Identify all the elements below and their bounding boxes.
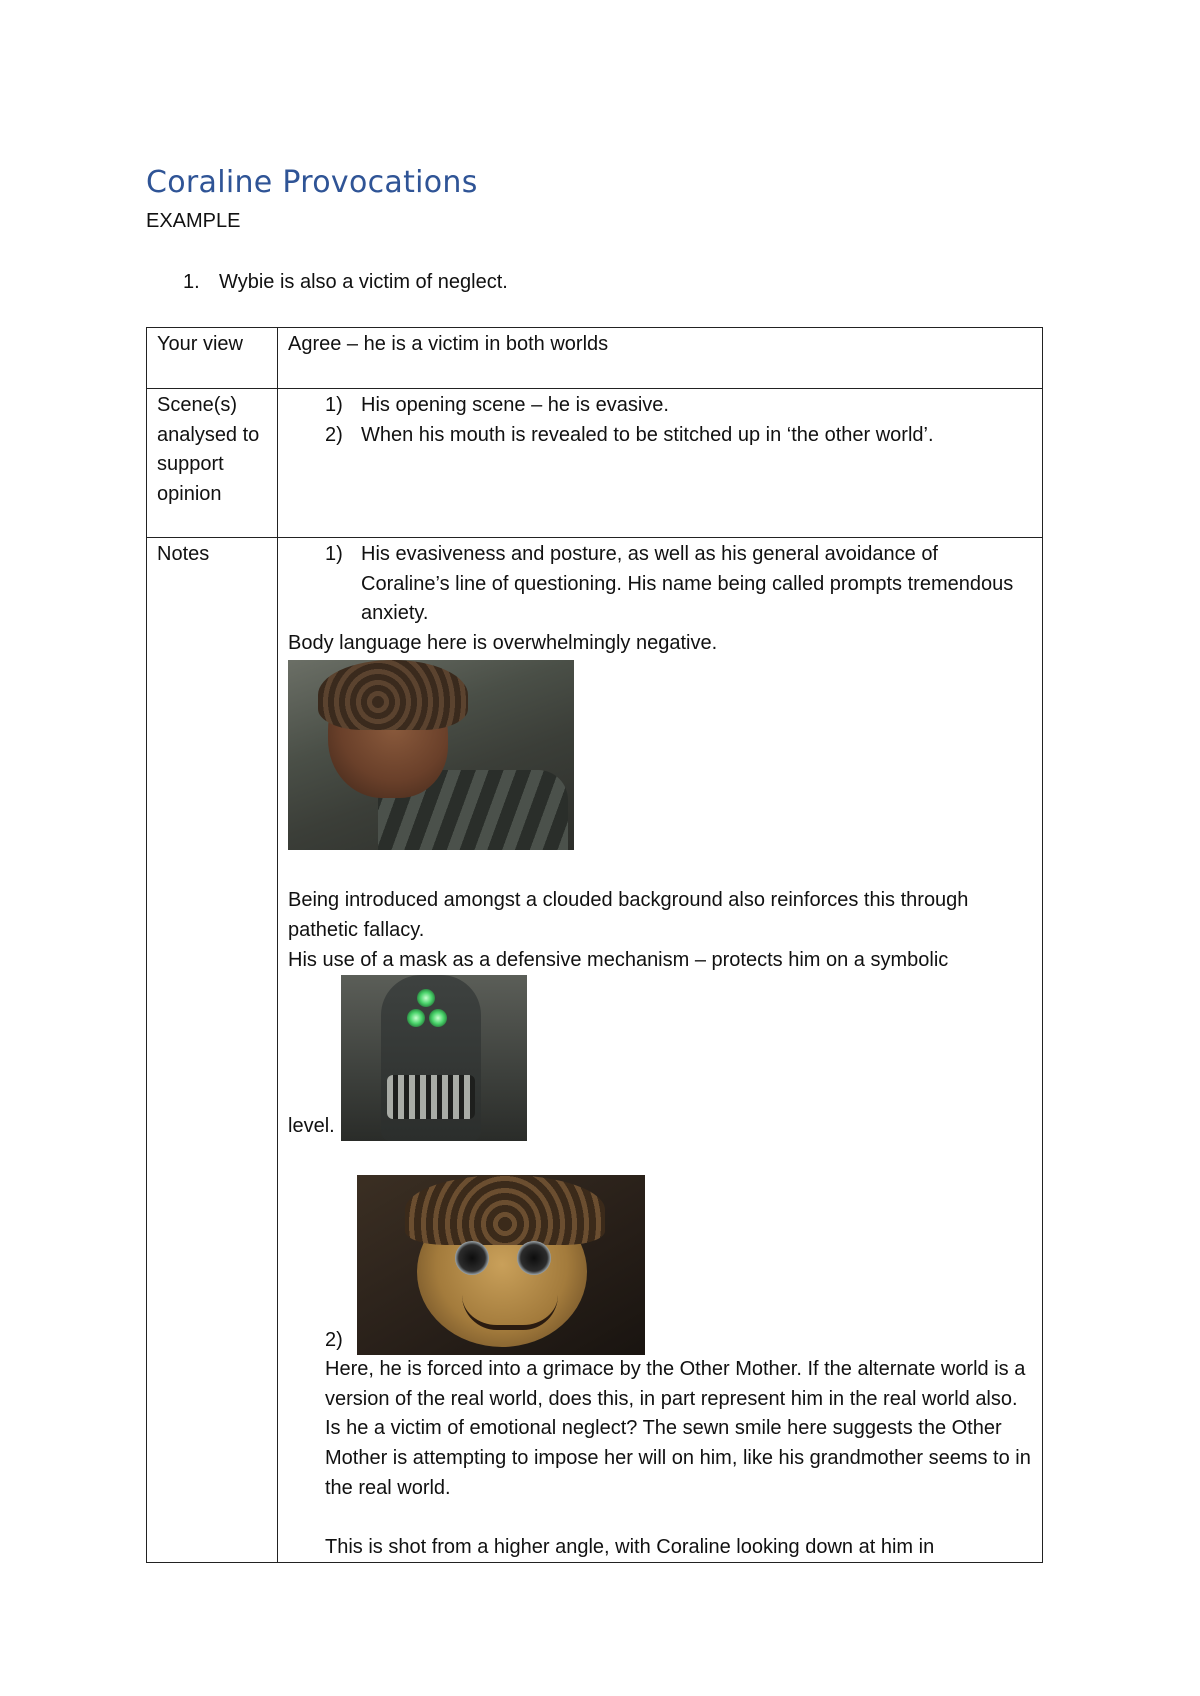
notes-para-high-angle: This is shot from a higher angle, with Coraline looking down at him in bbox=[325, 1535, 935, 1558]
notes-para-mask-end: level. bbox=[288, 1114, 335, 1137]
question-text: Wybie is also a victim of neglect. bbox=[219, 271, 508, 293]
notes-para-body-language: Body language here is overwhelmingly negative. bbox=[288, 631, 718, 654]
label-scenes: Scene(s) analysed to support opinion bbox=[147, 389, 278, 538]
list-item-text: His opening scene – he is evasive. bbox=[361, 394, 669, 416]
value-your-view: Agree – he is a victim in both worlds bbox=[278, 328, 1043, 389]
list-marker: 2) bbox=[325, 423, 343, 446]
question-number: 1. bbox=[183, 271, 200, 293]
notes-item1-text: His evasiveness and posture, as well as his general avoidance of Coraline’s line of questioning. His name being called prompts tremendous anxiety. bbox=[361, 543, 1014, 625]
table-row-view bbox=[147, 328, 1043, 389]
notes-para-pathetic-fallacy: Being introduced amongst a clouded background also reinforces this through pathetic fallacy. bbox=[288, 889, 969, 941]
wybie-sewn-smile-image bbox=[357, 1175, 645, 1355]
list-item-text: When his mouth is revealed to be stitched up in ‘the other world’. bbox=[361, 423, 934, 446]
table-row-scenes bbox=[147, 389, 1043, 538]
list-marker: 1) bbox=[325, 543, 343, 565]
notes-para-grimace: Here, he is forced into a grimace by the Other Mother. If the alternate world is a version of the real world, does this, in part represent him in the real world also. Is he a victim of emotional neglect? The sewn smile here suggests the Other Mother is attempting to impose her will on him, like his grandmother seems to in the real world. bbox=[325, 1358, 1031, 1499]
notes-content bbox=[278, 538, 1043, 1563]
label-notes: Notes bbox=[147, 538, 278, 1563]
list-marker: 1) bbox=[325, 394, 343, 416]
document-title: Coraline Provocations bbox=[146, 165, 478, 200]
list-marker: 2) bbox=[325, 1328, 343, 1351]
wybie-opening-scene-image bbox=[288, 660, 574, 850]
analysis-table bbox=[146, 327, 1043, 1563]
list-item bbox=[288, 421, 1032, 451]
list-item bbox=[288, 391, 1032, 421]
list-item bbox=[288, 540, 1032, 629]
notes-para-mask: His use of a mask as a defensive mechanism – protects him on a symbolic bbox=[288, 948, 949, 971]
wybie-mask-image bbox=[341, 975, 527, 1141]
scenes-list bbox=[278, 389, 1043, 538]
document-subtitle: EXAMPLE bbox=[146, 210, 241, 232]
label-your-view: Your view bbox=[147, 328, 278, 389]
table-row-notes bbox=[147, 538, 1043, 1563]
